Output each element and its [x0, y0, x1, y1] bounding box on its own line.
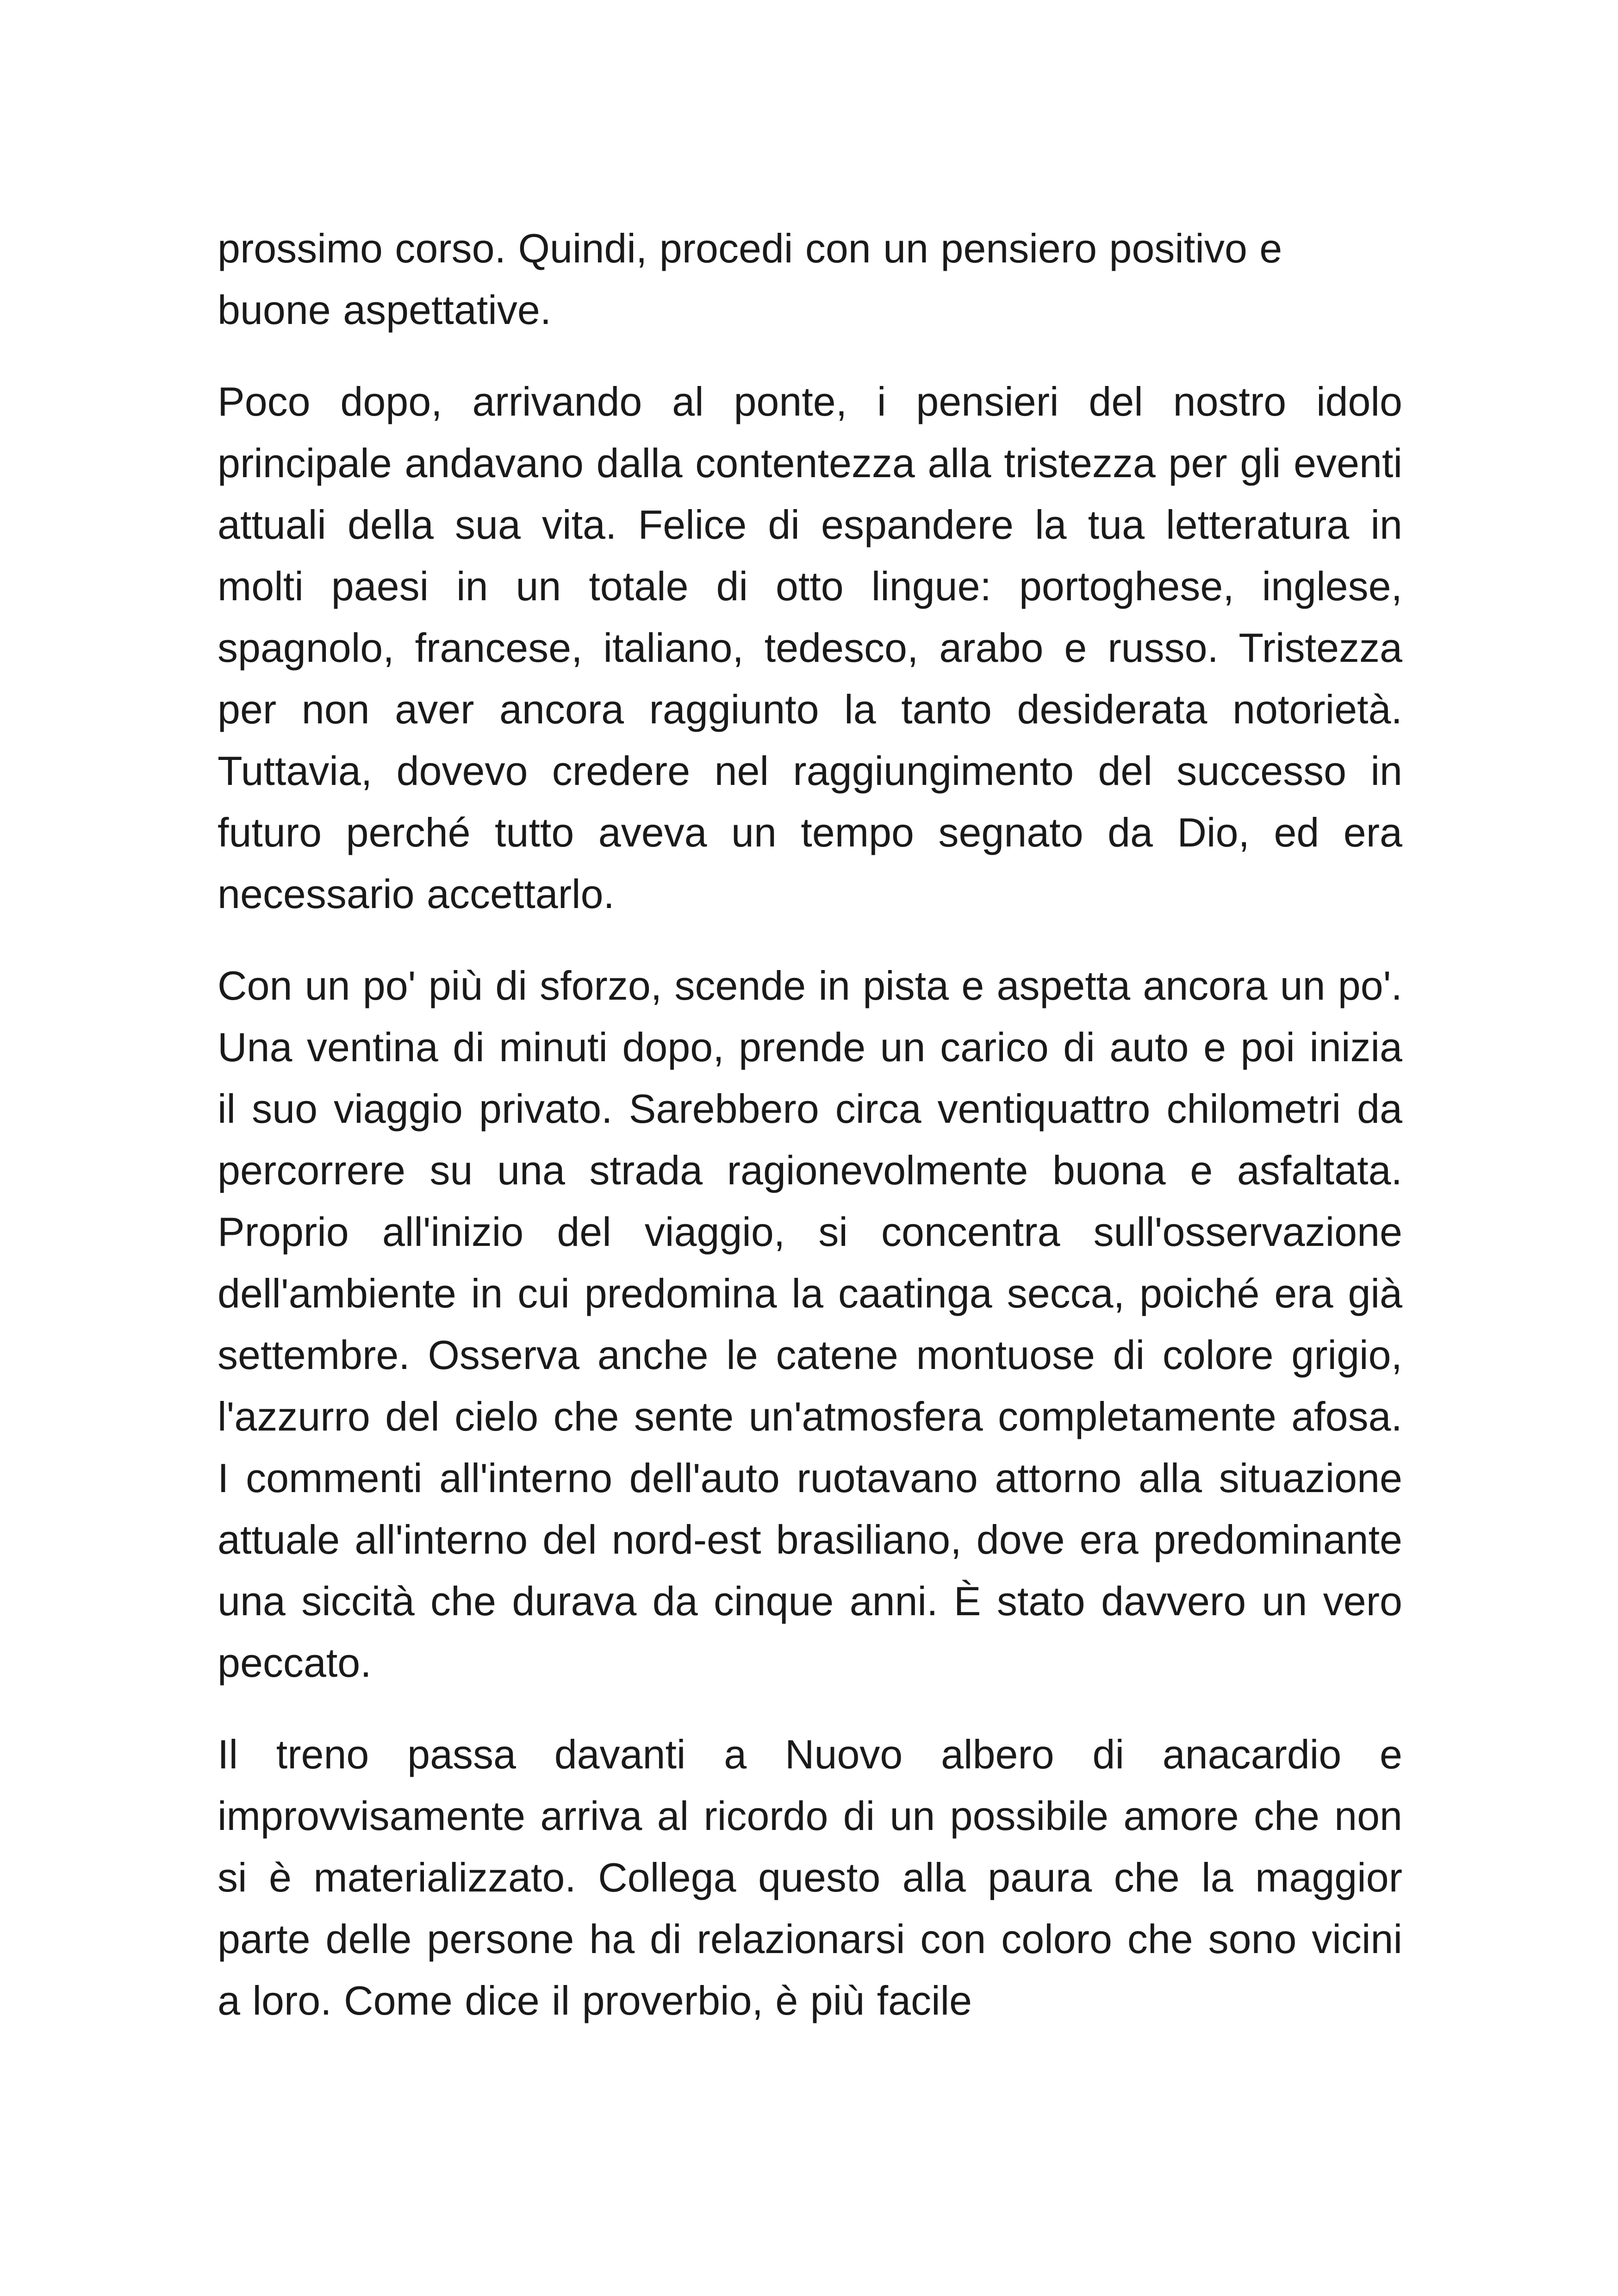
paragraph-4: Il treno passa davanti a Nuovo albero di anacardio e improvvisamente arriva al ricordo di un possibile amore che non si è materializzato. Collega questo alla paura che la maggior parte delle persone ha di relazionarsi con coloro che sono vicini a loro. Come dice il proverbio, è più facile — [218, 1731, 1402, 2023]
body-text — [218, 218, 1402, 2061]
paragraph-1: prossimo corso. Quindi, procedi con un pensiero positivo e buone aspettative. — [218, 225, 1282, 333]
paragraph-2: Poco dopo, arrivando al ponte, i pensieri del nostro idolo principale andavano dalla contentezza alla tristezza per gli eventi attuali della sua vita. Felice di espandere la tua letteratura in molti paesi in un totale di otto lingue: portoghese, inglese, spagnolo, francese, italiano, tedesco, arabo e russo. Tristezza per non aver ancora raggiunto la tanto desiderata notorietà. Tuttavia, dovevo credere nel raggiungimento del successo in futuro perché tutto aveva un tempo segnato da Dio, ed era necessario accettarlo. — [218, 379, 1402, 917]
paragraph-3: Con un po' più di sforzo, scende in pista e aspetta ancora un po'. Una ventina di minuti dopo, prende un carico di auto e poi inizia il suo viaggio privato. Sarebbero circa ventiquattro chilometri da percorrere su una strada ragionevolmente buona e asfaltata. Proprio all'inizio del viaggio, si concentra sull'osservazione dell'ambiente in cui predomina la caatinga secca, poiché era già settembre. Osserva anche le catene montuose di colore grigio, l'azzurro del cielo che sente un'atmosfera completamente afosa. I commenti all'interno dell'auto ruotavano attorno alla situazione attuale all'interno del nord-est brasiliano, dove era predominante una siccità che durava da cinque anni. È stato davvero un vero peccato. — [218, 963, 1402, 1686]
